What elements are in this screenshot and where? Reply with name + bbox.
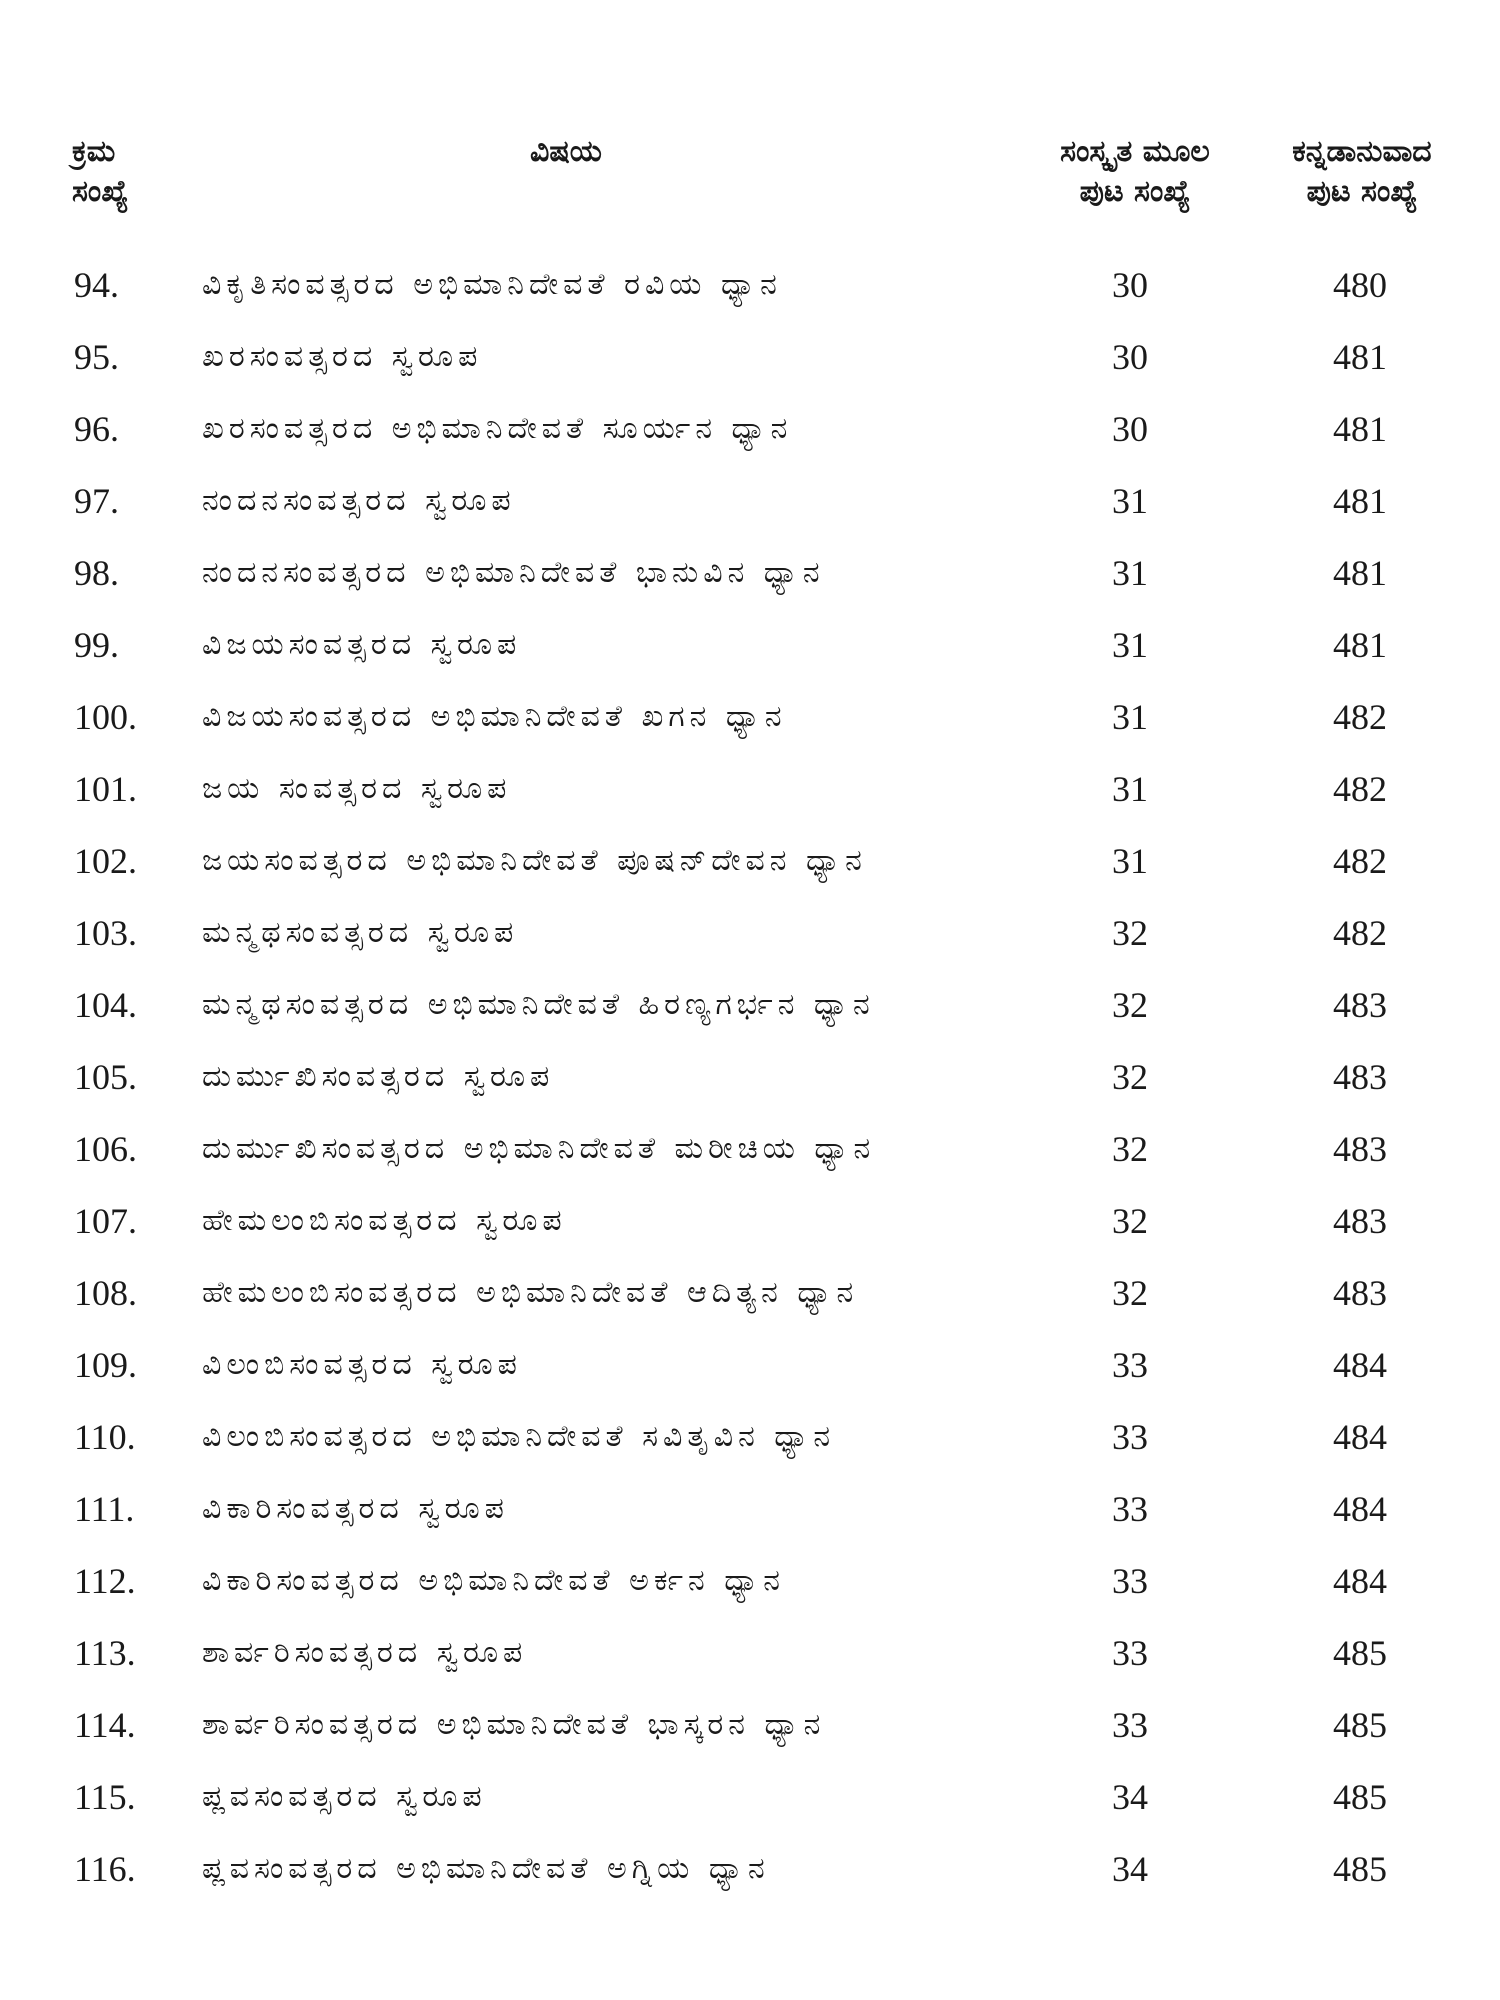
kannada-page-number: 482 xyxy=(1333,769,1387,809)
serial-number: 102. xyxy=(74,841,137,881)
table-row xyxy=(0,1836,1500,1908)
table-row xyxy=(0,468,1500,540)
serial-number: 99. xyxy=(74,625,119,665)
topic-title: ದುರ್ಮುಖಿಸಂವತ್ಸರದ ಅಭಿಮಾನಿದೇವತೆ ಮರೀಚಿಯ ಧ್ಯಾನ xyxy=(202,1131,876,1166)
sanskrit-page-number: 33 xyxy=(1112,1417,1148,1457)
kannada-page-number: 480 xyxy=(1333,265,1387,305)
kannada-page-number: 481 xyxy=(1333,409,1387,449)
table-row xyxy=(0,1692,1500,1764)
sanskrit-page-number: 31 xyxy=(1112,697,1148,737)
serial-number: 109. xyxy=(74,1345,137,1385)
kannada-page-number: 481 xyxy=(1333,337,1387,377)
header-kannada-page xyxy=(1262,132,1462,212)
serial-number: 96. xyxy=(74,409,119,449)
table-row xyxy=(0,1260,1500,1332)
topic-title: ದುರ್ಮುಖಿಸಂವತ್ಸರದ ಸ್ವರೂಪ xyxy=(202,1059,555,1094)
topic-title: ವಿಕಾರಿಸಂವತ್ಸರದ ಅಭಿಮಾನಿದೇವತೆ ಅರ್ಕನ ಧ್ಯಾನ xyxy=(202,1563,785,1598)
kannada-page-number: 483 xyxy=(1333,985,1387,1025)
sanskrit-page-number: 34 xyxy=(1112,1849,1148,1889)
serial-number: 95. xyxy=(74,337,119,377)
kannada-page-number: 484 xyxy=(1333,1489,1387,1529)
table-row xyxy=(0,900,1500,972)
header-topic-label: ವಿಷಯ xyxy=(530,134,602,169)
kannada-page-number: 483 xyxy=(1333,1273,1387,1313)
table-row xyxy=(0,972,1500,1044)
topic-title: ಜಯ ಸಂವತ್ಸರದ ಸ್ವರೂಪ xyxy=(202,771,512,806)
kannada-page-number: 485 xyxy=(1333,1705,1387,1745)
table-row xyxy=(0,612,1500,684)
table-row xyxy=(0,396,1500,468)
sanskrit-page-number: 33 xyxy=(1112,1561,1148,1601)
kannada-page-number: 481 xyxy=(1333,481,1387,521)
serial-number: 103. xyxy=(74,913,137,953)
table-row xyxy=(0,1548,1500,1620)
kannada-page-number: 485 xyxy=(1333,1633,1387,1673)
sanskrit-page-number: 33 xyxy=(1112,1633,1148,1673)
table-row xyxy=(0,324,1500,396)
topic-title: ಮನ್ಮಥಸಂವತ್ಸರದ ಸ್ವರೂಪ xyxy=(202,915,519,950)
serial-number: 98. xyxy=(74,553,119,593)
sanskrit-page-number: 31 xyxy=(1112,769,1148,809)
sanskrit-page-number: 33 xyxy=(1112,1345,1148,1385)
kannada-page-number: 483 xyxy=(1333,1129,1387,1169)
serial-number: 105. xyxy=(74,1057,137,1097)
kannada-page-number: 481 xyxy=(1333,553,1387,593)
topic-title: ಜಯಸಂವತ್ಸರದ ಅಭಿಮಾನಿದೇವತೆ ಪೂಷನ್‌ದೇವನ ಧ್ಯಾನ xyxy=(202,843,867,878)
header-serial-line1: ಕ್ರಮ xyxy=(72,134,116,169)
table-row xyxy=(0,1764,1500,1836)
sanskrit-page-number: 31 xyxy=(1112,553,1148,593)
table-row xyxy=(0,1332,1500,1404)
topic-title: ಖರಸಂವತ್ಸರದ ಅಭಿಮಾನಿದೇವತೆ ಸೂರ್ಯನ ಧ್ಯಾನ xyxy=(202,411,793,446)
table-row xyxy=(0,1476,1500,1548)
sanskrit-page-number: 33 xyxy=(1112,1489,1148,1529)
topic-title: ಹೇಮಲಂಬಿಸಂವತ್ಸರದ ಸ್ವರೂಪ xyxy=(202,1203,567,1238)
sanskrit-page-number: 30 xyxy=(1112,337,1148,377)
kannada-page-number: 484 xyxy=(1333,1417,1387,1457)
topic-title: ವಿಲಂಬಿಸಂವತ್ಸರದ ಅಭಿಮಾನಿದೇವತೆ ಸವಿತೃವಿನ ಧ್ಯಾನ xyxy=(202,1419,836,1454)
table-row xyxy=(0,1116,1500,1188)
sanskrit-page-number: 32 xyxy=(1112,1273,1148,1313)
serial-number: 110. xyxy=(74,1417,136,1457)
table-row xyxy=(0,1188,1500,1260)
topic-title: ಶಾರ್ವರಿಸಂವತ್ಸರದ ಸ್ವರೂಪ xyxy=(202,1635,528,1670)
kannada-page-number: 485 xyxy=(1333,1777,1387,1817)
serial-number: 106. xyxy=(74,1129,137,1169)
sanskrit-page-number: 32 xyxy=(1112,1129,1148,1169)
sanskrit-page-number: 32 xyxy=(1112,985,1148,1025)
header-kannada-line1: ಕನ್ನಡಾನುವಾದ xyxy=(1292,134,1432,169)
header-topic xyxy=(530,132,602,172)
serial-number: 112. xyxy=(74,1561,136,1601)
serial-number: 116. xyxy=(74,1849,136,1889)
serial-number: 94. xyxy=(74,265,119,305)
topic-title: ವಿಕಾರಿಸಂವತ್ಸರದ ಸ್ವರೂಪ xyxy=(202,1491,509,1526)
sanskrit-page-number: 30 xyxy=(1112,265,1148,305)
header-sanskrit-page xyxy=(1030,132,1240,212)
kannada-page-number: 482 xyxy=(1333,913,1387,953)
serial-number: 114. xyxy=(74,1705,136,1745)
header-sanskrit-line1: ಸಂಸ್ಕೃತ ಮೂಲ xyxy=(1060,134,1210,169)
table-row xyxy=(0,1404,1500,1476)
kannada-page-number: 484 xyxy=(1333,1561,1387,1601)
sanskrit-page-number: 34 xyxy=(1112,1777,1148,1817)
header-serial-line2: ಸಂಖ್ಯೆ xyxy=(72,174,129,209)
table-row xyxy=(0,1044,1500,1116)
table-row xyxy=(0,756,1500,828)
sanskrit-page-number: 32 xyxy=(1112,913,1148,953)
serial-number: 104. xyxy=(74,985,137,1025)
kannada-page-number: 482 xyxy=(1333,841,1387,881)
kannada-page-number: 484 xyxy=(1333,1345,1387,1385)
sanskrit-page-number: 32 xyxy=(1112,1057,1148,1097)
sanskrit-page-number: 32 xyxy=(1112,1201,1148,1241)
topic-title: ನಂದನಸಂವತ್ಸರದ ಅಭಿಮಾನಿದೇವತೆ ಭಾನುವಿನ ಧ್ಯಾನ xyxy=(202,555,825,590)
serial-number: 100. xyxy=(74,697,137,737)
sanskrit-page-number: 31 xyxy=(1112,841,1148,881)
topic-title: ವಿಕೃತಿಸಂವತ್ಸರದ ಅಭಿಮಾನಿದೇವತೆ ರವಿಯ ಧ್ಯಾನ xyxy=(202,267,782,302)
table-row xyxy=(0,540,1500,612)
topic-title: ವಿಜಯಸಂವತ್ಸರದ ಸ್ವರೂಪ xyxy=(202,627,522,662)
serial-number: 111. xyxy=(74,1489,135,1529)
serial-number: 97. xyxy=(74,481,119,521)
header-kannada-line2: ಪುಟ ಸಂಖ್ಯೆ xyxy=(1306,174,1418,209)
kannada-page-number: 483 xyxy=(1333,1057,1387,1097)
topic-title: ವಿಜಯಸಂವತ್ಸರದ ಅಭಿಮಾನಿದೇವತೆ ಖಗನ ಧ್ಯಾನ xyxy=(202,699,787,734)
contents-table xyxy=(0,252,1500,1908)
topic-title: ನಂದನಸಂವತ್ಸರದ ಸ್ವರೂಪ xyxy=(202,483,516,518)
serial-number: 101. xyxy=(74,769,137,809)
kannada-page-number: 482 xyxy=(1333,697,1387,737)
table-row xyxy=(0,684,1500,756)
topic-title: ಶಾರ್ವರಿಸಂವತ್ಸರದ ಅಭಿಮಾನಿದೇವತೆ ಭಾಸ್ಕರನ ಧ್ಯಾನ xyxy=(202,1707,826,1742)
table-row xyxy=(0,828,1500,900)
sanskrit-page-number: 30 xyxy=(1112,409,1148,449)
serial-number: 115. xyxy=(74,1777,136,1817)
serial-number: 108. xyxy=(74,1273,137,1313)
header-sanskrit-line2: ಪುಟ ಸಂಖ್ಯೆ xyxy=(1079,174,1191,209)
topic-title: ಪ್ಲವಸಂವತ್ಸರದ ಸ್ವರೂಪ xyxy=(202,1779,487,1814)
serial-number: 113. xyxy=(74,1633,136,1673)
table-row xyxy=(0,252,1500,324)
topic-title: ಖರಸಂವತ್ಸರದ ಸ್ವರೂಪ xyxy=(202,339,483,374)
kannada-page-number: 481 xyxy=(1333,625,1387,665)
topic-title: ಹೇಮಲಂಬಿಸಂವತ್ಸರದ ಅಭಿಮಾನಿದೇವತೆ ಆದಿತ್ಯನ ಧ್ಯಾನ xyxy=(202,1275,859,1310)
header-serial-number xyxy=(72,132,128,212)
kannada-page-number: 485 xyxy=(1333,1849,1387,1889)
topic-title: ವಿಲಂಬಿಸಂವತ್ಸರದ ಸ್ವರೂಪ xyxy=(202,1347,522,1382)
sanskrit-page-number: 33 xyxy=(1112,1705,1148,1745)
topic-title: ಮನ್ಮಥಸಂವತ್ಸರದ ಅಭಿಮಾನಿದೇವತೆ ಹಿರಣ್ಯಗರ್ಭನ ಧ್ಯಾನ xyxy=(202,987,875,1022)
topic-title: ಪ್ಲವಸಂವತ್ಸರದ ಅಭಿಮಾನಿದೇವತೆ ಅಗ್ನಿಯ ಧ್ಯಾನ xyxy=(202,1851,770,1886)
serial-number: 107. xyxy=(74,1201,137,1241)
table-row xyxy=(0,1620,1500,1692)
kannada-page-number: 483 xyxy=(1333,1201,1387,1241)
sanskrit-page-number: 31 xyxy=(1112,625,1148,665)
sanskrit-page-number: 31 xyxy=(1112,481,1148,521)
